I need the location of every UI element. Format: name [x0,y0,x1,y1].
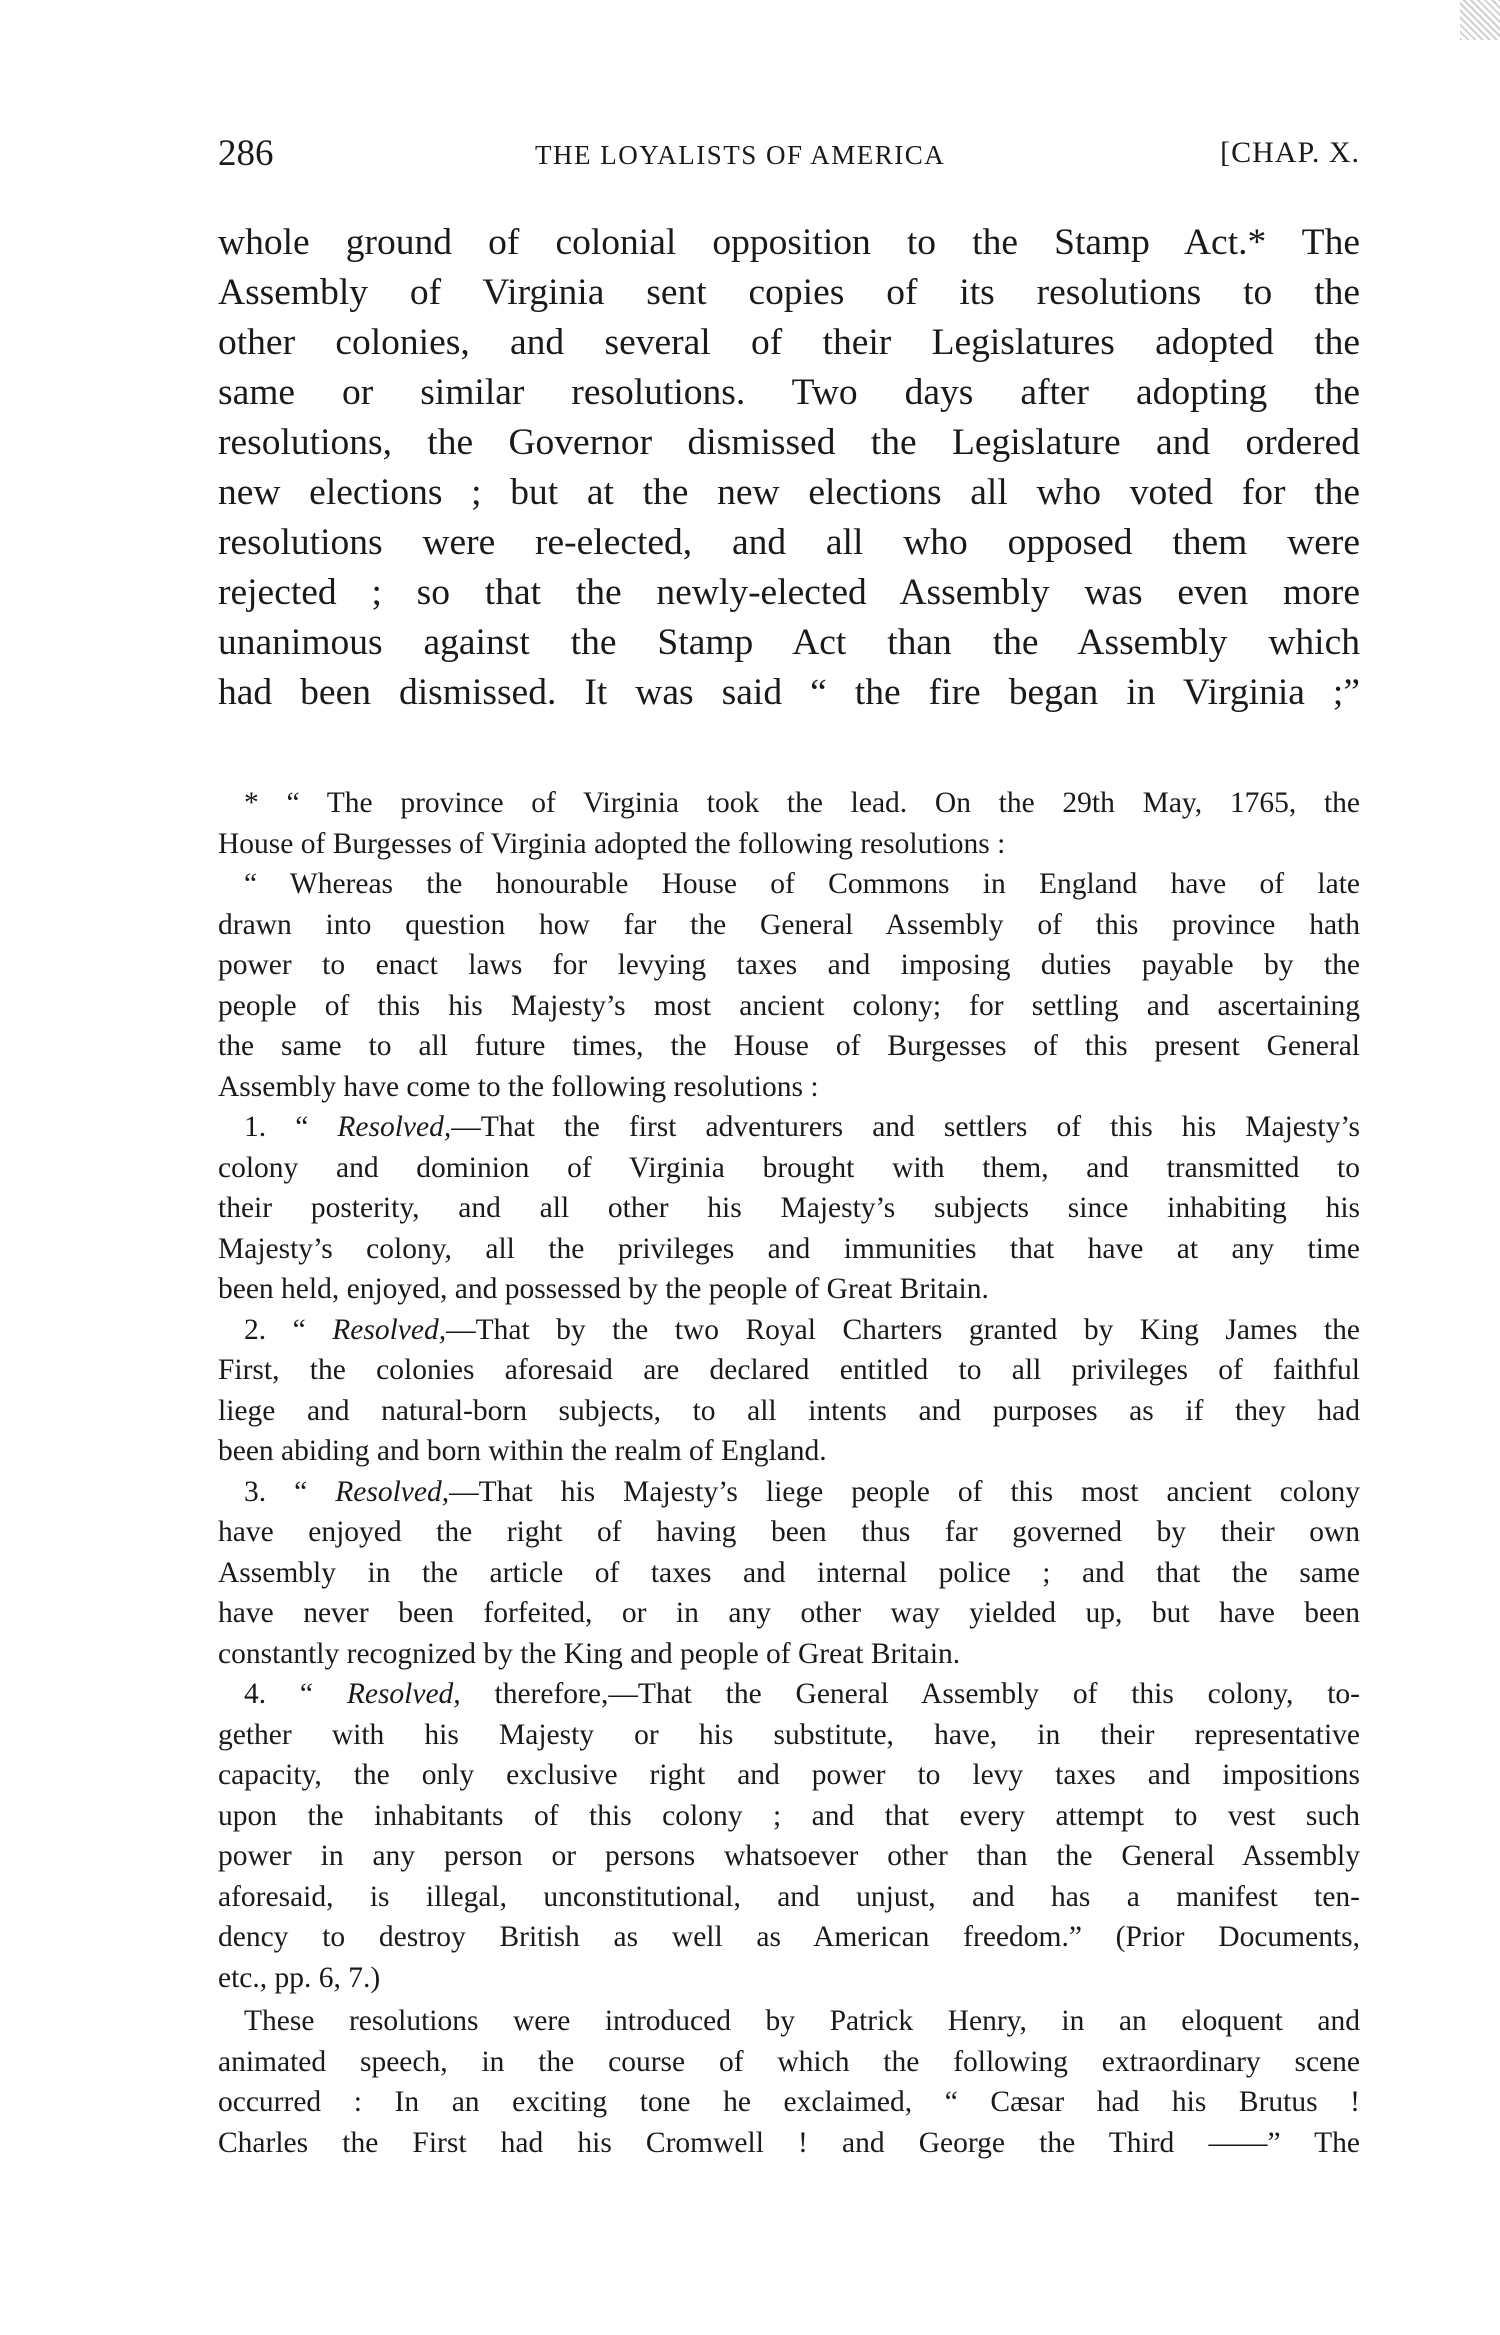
scan-artifact [1460,0,1500,40]
footnote-line: Assembly in the article of taxes and internal police ; and that the same [218,1556,1360,1589]
footnote-line: the same to all future times, the House of Burgesses of this present General [218,1030,1360,1062]
body-line: new elections ; but at the new elections all who voted for the [218,472,1360,513]
footnote-line: power in any person or persons whatsoever other than the General Assembly [218,1840,1360,1872]
footnote-line: 4. “ Resolved, therefore,—That the General Assembly of this colony, to- [244,1678,1360,1710]
footnote-line: constantly recognized by the King and people of Great Britain. [218,1637,961,1670]
footnote-line: * “ The province of Virginia took the lead. On the 29th May, 1765, the [244,787,1360,819]
footnote-line: been abiding and born within the realm of England. [218,1435,827,1467]
body-line: resolutions, the Governor dismissed the Legislature and ordered [218,422,1360,463]
footnote-line: have enjoyed the right of having been thus far governed by their own [218,1516,1360,1548]
footnote-line: dency to destroy British as well as American freedom.” (Prior Documents, [218,1921,1360,1953]
footnote-line: power to enact laws for levying taxes and imposing duties payable by the [218,949,1360,981]
body-line: rejected ; so that the newly-elected Assembly was even more [218,572,1360,613]
footnote-line: upon the inhabitants of this colony ; and that every attempt to vest such [218,1799,1360,1832]
body-line: resolutions were re-elected, and all who opposed them were [218,522,1360,563]
footnote-line: capacity, the only exclusive right and power to levy taxes and impositions [218,1759,1360,1791]
page-number: 286 [218,133,274,174]
running-title: THE LOYALISTS OF AMERICA [535,140,946,170]
footnote-line: House of Burgesses of Virginia adopted the following resolutions : [218,827,1006,860]
footnote-line: Charles the First had his Cromwell ! and George the Third ——” The [218,2126,1360,2159]
footnote-line: Assembly have come to the following resolutions : [218,1070,819,1103]
footnote-line: 2. “ Resolved,—That by the two Royal Charters granted by King James the [244,1313,1361,1346]
body-line: same or similar resolutions. Two days after adopting the [218,372,1360,413]
footnote-line: people of this his Majesty’s most ancient colony; for settling and ascertaining [218,989,1360,1022]
main-text [218,218,1360,718]
body-line: unanimous against the Stamp Act than the Assembly which [218,622,1360,663]
body-line: had been dismissed. It was said “ the fire began in Virginia ;” [218,672,1360,713]
footnote-line: etc., pp. 6, 7.) [218,1961,381,1994]
footnote-line: 1. “ Resolved,—That the first adventurers and settlers of this his Majesty’s [244,1111,1361,1143]
footnote-line: occurred : In an exciting tone he exclaimed, “ Cæsar had his Brutus ! [218,2086,1360,2118]
footnote-line: These resolutions were introduced by Patrick Henry, in an eloquent and [244,2005,1360,2037]
body-line: other colonies, and several of their Legislatures adopted the [218,322,1360,363]
footnote-line: Majesty’s colony, all the privileges and immunities that have at any time [218,1232,1360,1265]
footnote-line: aforesaid, is illegal, unconstitutional, and unjust, and has a manifest ten- [218,1880,1360,1913]
footnote-line: been held, enjoyed, and possessed by the people of Great Britain. [218,1273,989,1305]
footnote-line: gether with his Majesty or his substitute, have, in their representative [218,1718,1360,1751]
footnote-line: animated speech, in the course of which the following extraordinary scene [218,2045,1360,2078]
running-header [218,132,1360,182]
footnote-line: liege and natural-born subjects, to all intents and purposes as if they had [218,1394,1360,1427]
body-line: whole ground of colonial opposition to the Stamp Act.* The [218,222,1360,263]
footnote [218,783,1360,2163]
footnote-line: “ Whereas the honourable House of Commons in England have of late [244,868,1360,900]
footnote-line: 3. “ Resolved,—That his Majesty’s liege people of this most ancient colony [244,1475,1360,1508]
footnote-line: colony and dominion of Virginia brought with them, and transmitted to [218,1151,1360,1184]
chapter-reference: [CHAP. X. [1220,136,1360,169]
footnote-line: have never been forfeited, or in any other way yielded up, but have been [218,1597,1360,1629]
footnote-line: First, the colonies aforesaid are declared entitled to all privileges of faithful [218,1354,1360,1386]
body-line: Assembly of Virginia sent copies of its resolutions to the [218,272,1360,313]
footnote-line: their posterity, and all other his Majesty’s subjects since inhabiting his [218,1192,1360,1224]
footnote-line: drawn into question how far the General Assembly of this province hath [218,908,1360,941]
